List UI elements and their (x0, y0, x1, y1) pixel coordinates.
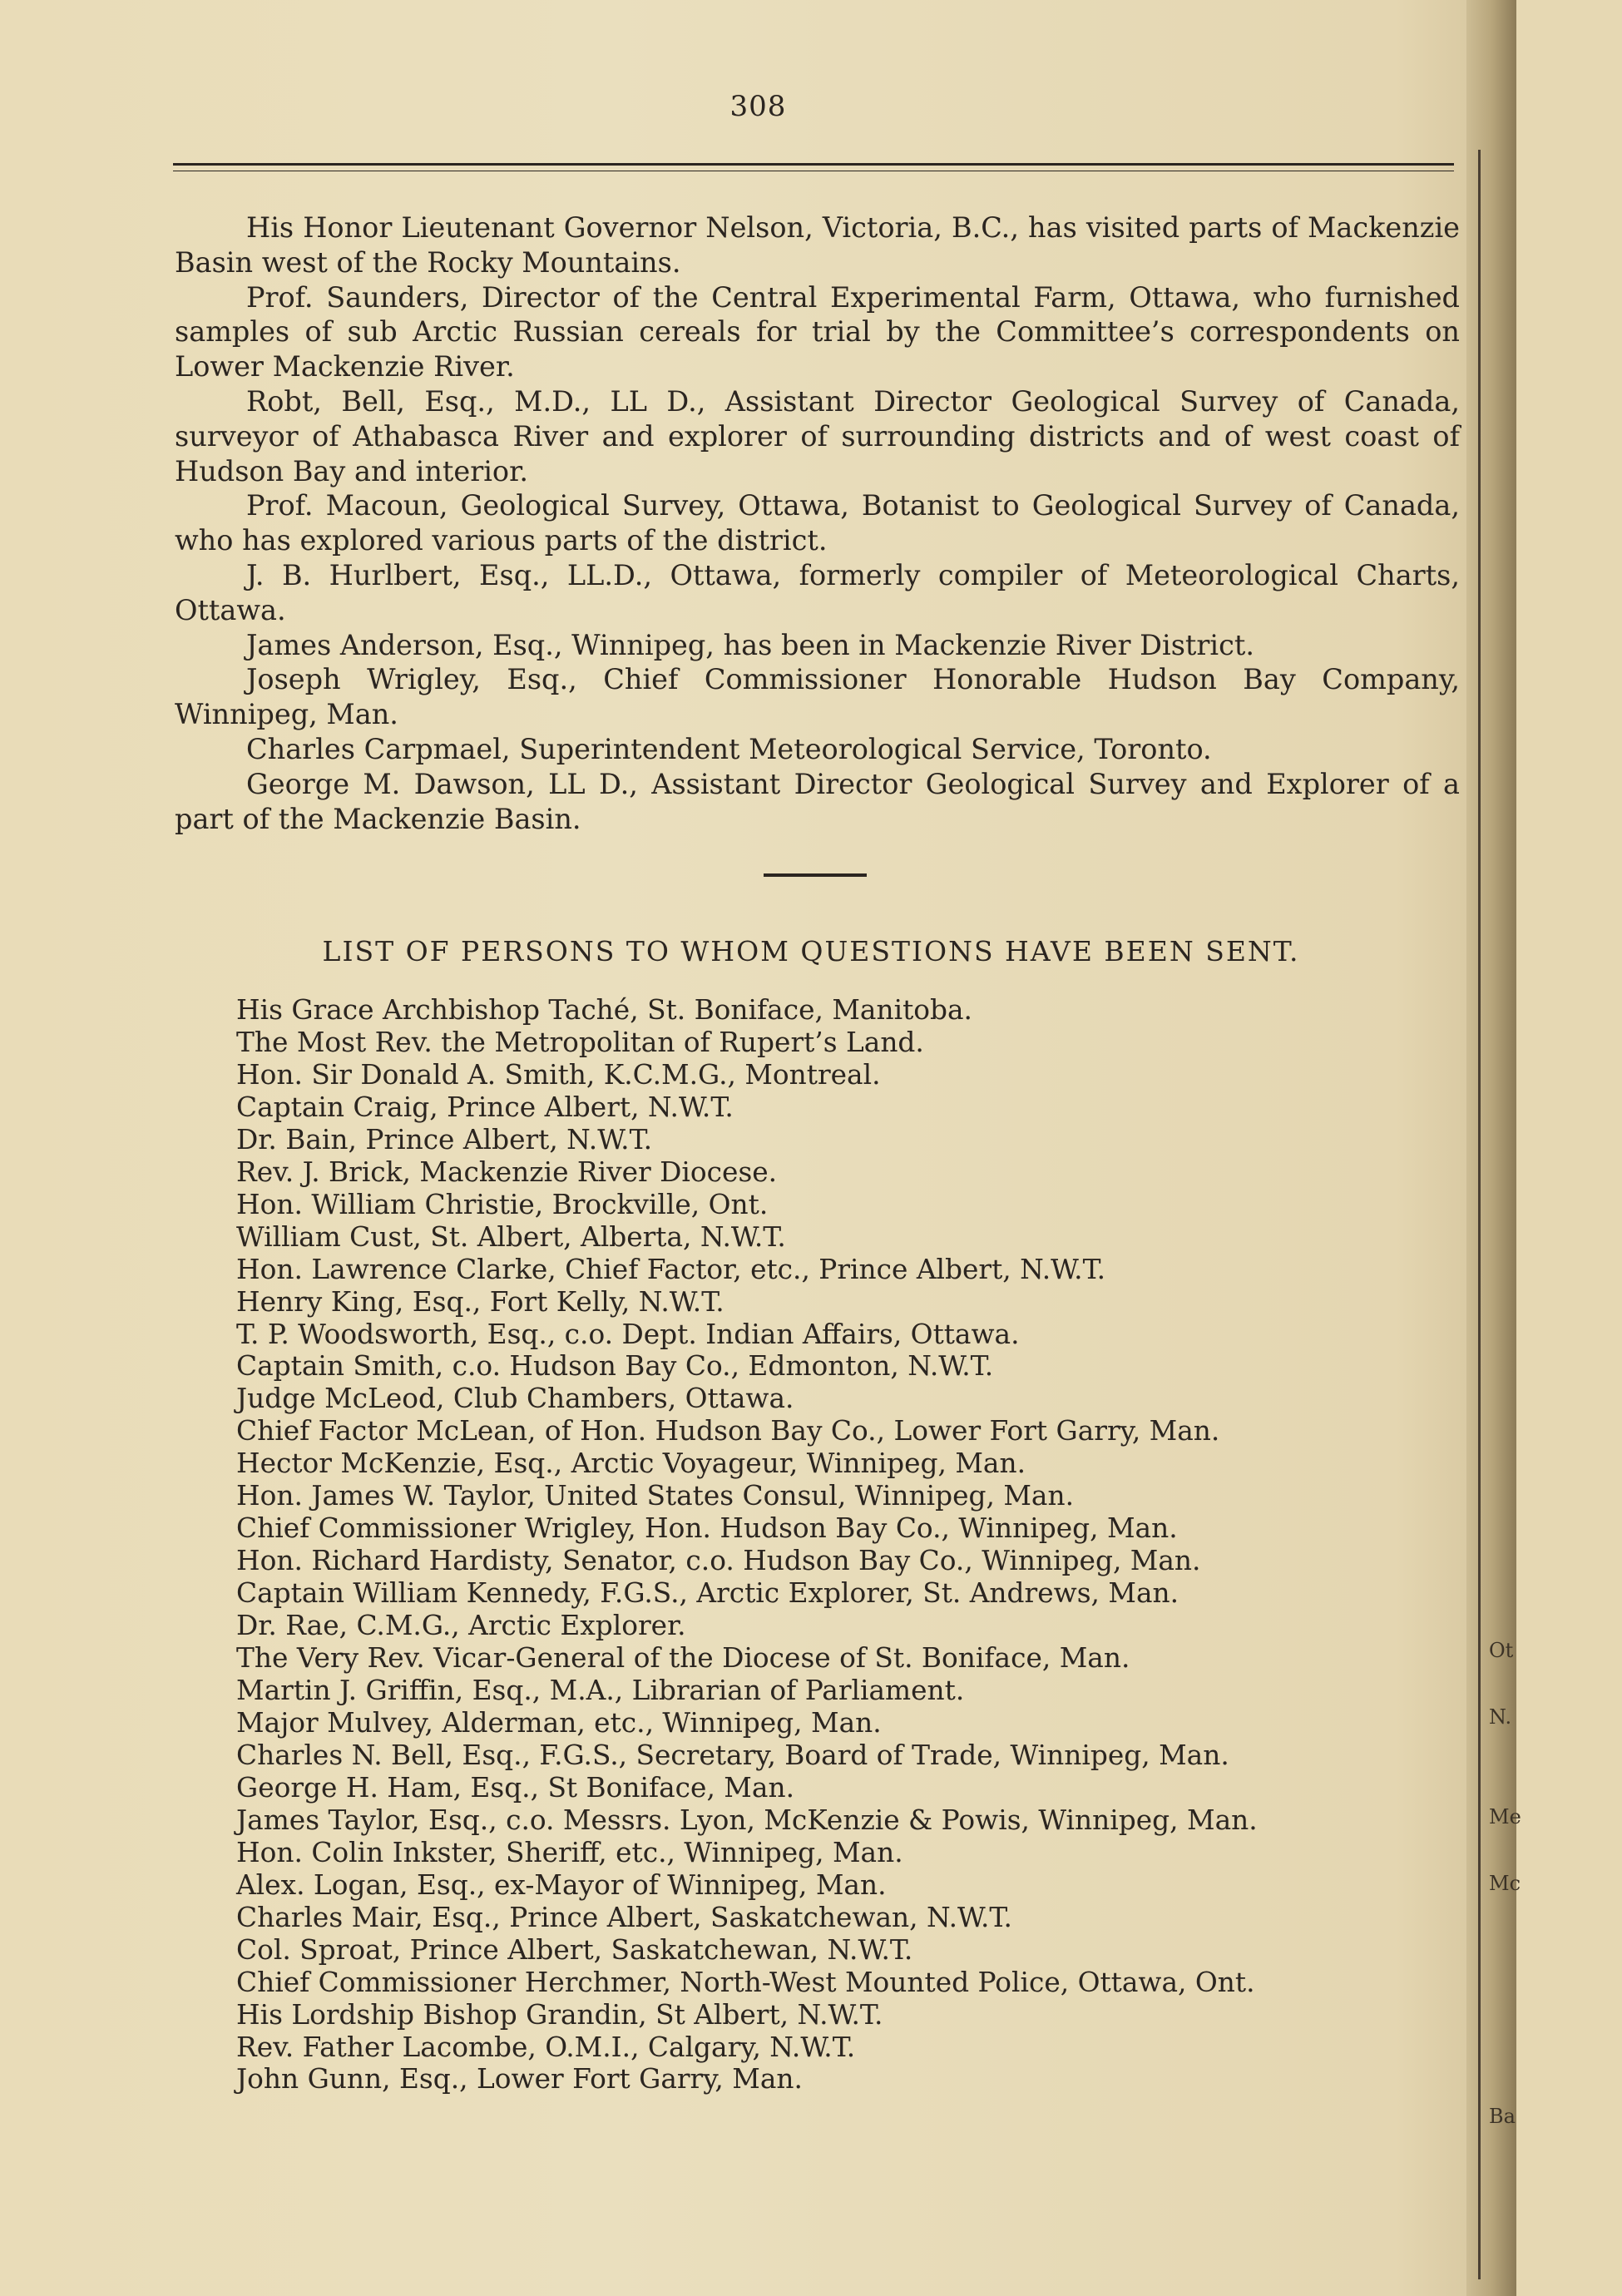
list-item: His Lordship Bishop Grandin, St Albert, N.W.T. (236, 1998, 883, 2031)
header-rule (173, 163, 1454, 166)
list-item: Hon. Lawrence Clarke, Chief Factor, etc., Prince Albert, N.W.T. (236, 1253, 1106, 1285)
list-item: Captain William Kennedy, F.G.S., Arctic Explorer, St. Andrews, Man. (236, 1577, 1179, 1610)
list-item: T. P. Woodsworth, Esq., c.o. Dept. Indian Affairs, Ottawa. (236, 1318, 1020, 1350)
list-item: Chief Factor McLean, of Hon. Hudson Bay Co., Lower Fort Garry, Man. (236, 1415, 1220, 1447)
list-item: The Most Rev. the Metropolitan of Rupert’s Land. (236, 1026, 924, 1058)
list-item: Charles N. Bell, Esq., F.G.S., Secretary, Board of Trade, Winnipeg, Man. (236, 1739, 1229, 1771)
paragraph: Joseph Wrigley, Esq., Chief Commissioner Honorable Hudson Bay Company, Winnipeg, Man. (175, 663, 1460, 731)
list-item: Hon. James W. Taylor, United States Consul, Winnipeg, Man. (236, 1480, 1075, 1512)
page-gutter-line (1478, 150, 1481, 2279)
margin-fragment: Ot (1489, 1639, 1514, 1662)
list-item: Alex. Logan, Esq., ex-Mayor of Winnipeg, Man. (236, 1868, 887, 1901)
list-item: Chief Commissioner Wrigley, Hon. Hudson Bay Co., Winnipeg, Man. (236, 1512, 1178, 1545)
paragraph: Prof. Saunders, Director of the Central Experimental Farm, Ottawa, who furnished samples of sub Arctic Russian cereals for trial by the Committee’s correspondents on Lower Mackenzie River. (175, 280, 1460, 383)
list-item: William Cust, St. Albert, Alberta, N.W.T. (236, 1220, 786, 1253)
list-item: The Very Rev. Vicar-General of the Diocese of St. Boniface, Man. (236, 1642, 1130, 1675)
list-item: George H. Ham, Esq., St Boniface, Man. (236, 1771, 794, 1804)
list-item: John Gunn, Esq., Lower Fort Garry, Man. (236, 2063, 803, 2096)
page-number: 308 (729, 90, 787, 123)
list-item: Hon. Colin Inkster, Sheriff, etc., Winnipeg, Man. (236, 1836, 903, 1868)
list-item: Henry King, Esq., Fort Kelly, N.W.T. (236, 1285, 724, 1318)
list-item: Judge McLeod, Club Chambers, Ottawa. (236, 1383, 794, 1415)
paragraph: Robt, Bell, Esq., M.D., LL D., Assistant Director Geological Survey of Canada, surveyor of Athabasca River and explorer of surrounding districts and of west coast of Hudson Bay and interior. (175, 384, 1460, 487)
section-separator (764, 873, 867, 877)
section-heading: LIST OF PERSONS TO WHOM QUESTIONS HAVE BEEN SENT. (322, 935, 1300, 967)
list-item: Charles Mair, Esq., Prince Albert, Saskatchewan, N.W.T. (236, 1901, 1012, 1933)
contributors-section (175, 210, 1460, 836)
paragraph: Charles Carpmael, Superintendent Meteorological Service, Toronto. (246, 732, 1212, 765)
paragraph: George M. Dawson, LL D., Assistant Director Geological Survey and Explorer of a part of the Mackenzie Basin. (175, 767, 1460, 835)
paragraph: J. B. Hurlbert, Esq., LL.D., Ottawa, formerly compiler of Meteorological Charts, Ottawa. (175, 558, 1460, 626)
persons-list (236, 994, 1401, 2096)
list-item: Hector McKenzie, Esq., Arctic Voyageur, Winnipeg, Man. (236, 1447, 1026, 1480)
list-item: Hon. Sir Donald A. Smith, K.C.M.G., Montreal. (236, 1058, 881, 1091)
margin-fragment: N. (1489, 1705, 1512, 1729)
list-item: James Taylor, Esq., c.o. Messrs. Lyon, McKenzie & Powis, Winnipeg, Man. (236, 1804, 1258, 1836)
list-item: His Grace Archbishop Taché, St. Boniface, Manitoba. (236, 994, 972, 1026)
list-item: Captain Craig, Prince Albert, N.W.T. (236, 1091, 734, 1123)
list-item: Dr. Rae, C.M.G., Arctic Explorer. (236, 1610, 686, 1642)
margin-fragment: Me (1489, 1805, 1521, 1828)
list-item: Hon. William Christie, Brockville, Ont. (236, 1188, 769, 1220)
list-item: Captain Smith, c.o. Hudson Bay Co., Edmonton, N.W.T. (236, 1350, 994, 1383)
adjacent-page-edge (1466, 0, 1516, 2296)
paragraph: His Honor Lieutenant Governor Nelson, Victoria, B.C., has visited parts of Mackenzie Basin west of the Rocky Mountains. (175, 211, 1460, 279)
paragraph: Prof. Macoun, Geological Survey, Ottawa, Botanist to Geological Survey of Canada, who has explored various parts of the district. (175, 489, 1460, 557)
list-item: Hon. Richard Hardisty, Senator, c.o. Hudson Bay Co., Winnipeg, Man. (236, 1545, 1201, 1577)
list-item: Rev. J. Brick, Mackenzie River Diocese. (236, 1155, 778, 1188)
list-item: Chief Commissioner Herchmer, North-West Mounted Police, Ottawa, Ont. (236, 1966, 1255, 1998)
margin-fragment: Mc (1489, 1872, 1521, 1895)
list-item: Dr. Bain, Prince Albert, N.W.T. (236, 1123, 653, 1155)
list-item: Major Mulvey, Alderman, etc., Winnipeg, Man. (236, 1706, 882, 1739)
list-item: Col. Sproat, Prince Albert, Saskatchewan, N.W.T. (236, 1933, 913, 1966)
list-item: Rev. Father Lacombe, O.M.I., Calgary, N.W.T. (236, 2031, 856, 2063)
margin-fragment: Ba (1489, 2105, 1516, 2128)
paragraph: James Anderson, Esq., Winnipeg, has been in Mackenzie River District. (246, 628, 1254, 661)
list-item: Martin J. Griffin, Esq., M.A., Librarian of Parliament. (236, 1675, 965, 1707)
